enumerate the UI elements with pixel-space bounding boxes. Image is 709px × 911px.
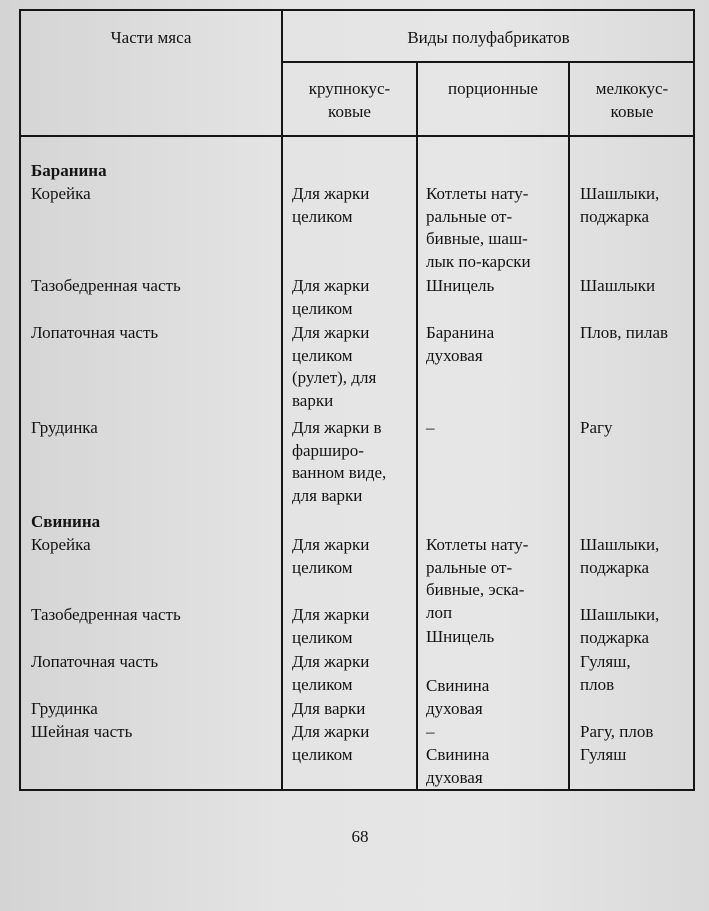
- row-part: Грудинка: [31, 699, 98, 718]
- table-border-top: [19, 9, 695, 11]
- row-part: Грудинка: [31, 418, 98, 437]
- subheader-small: мелкокус- ковые: [595, 79, 669, 121]
- row-large: Для жарки целиком: [292, 605, 370, 647]
- row-part: Тазобедренная часть: [31, 605, 181, 624]
- row-portion: –: [426, 418, 435, 437]
- row-small: Шашлыки: [580, 276, 656, 295]
- row-portion: –: [426, 722, 435, 741]
- subheader-portion: порционные: [448, 79, 538, 98]
- row-part: Лопаточная часть: [31, 652, 159, 671]
- row-portion: Шницель: [426, 276, 495, 295]
- section-title-pork: Свинина: [31, 512, 101, 531]
- row-part: Корейка: [31, 184, 91, 203]
- row-large: Для жарки целиком: [292, 184, 370, 226]
- column-divider-2: [416, 62, 418, 791]
- row-portion: Баранина духовая: [426, 323, 495, 365]
- header-bottom-rule: [19, 135, 695, 137]
- row-large: Для жарки целиком: [292, 276, 370, 318]
- row-portion: Котлеты нату- ральные от- бивные, шаш- лык по-карски: [426, 184, 531, 271]
- row-small: Рагу: [580, 418, 613, 437]
- row-part: Тазобедренная часть: [31, 276, 181, 295]
- row-portion: Котлеты нату- ральные от- бивные, эска- лоп: [426, 535, 529, 622]
- header-parts: Части мяса: [110, 28, 192, 47]
- row-large: Для жарки целиком (рулет), для варки: [292, 323, 377, 410]
- row-part: Лопаточная часть: [31, 323, 159, 342]
- row-large: Для жарки целиком: [292, 652, 370, 694]
- table-border-left: [19, 9, 21, 791]
- row-large: Для жарки целиком: [292, 722, 370, 764]
- row-portion: Шницель: [426, 627, 495, 646]
- page-number: 68: [351, 827, 369, 846]
- row-part: Шейная часть: [31, 722, 133, 741]
- section-title-lamb: Баранина: [31, 161, 107, 180]
- column-divider-3: [568, 62, 570, 791]
- row-large: Для варки: [292, 699, 366, 718]
- row-small: Гуляш, плов: [580, 652, 631, 694]
- row-large: Для жарки в фарширо- ванном виде, для варки: [292, 418, 387, 505]
- row-large: Для жарки целиком: [292, 535, 370, 577]
- row-small: Гуляш: [580, 745, 627, 764]
- column-divider-1: [281, 9, 283, 791]
- header-subdivider: [282, 61, 694, 63]
- row-small: Плов, пилав: [580, 323, 669, 342]
- row-small: Шашлыки, поджарка: [580, 605, 660, 647]
- row-portion: Свинина духовая: [426, 745, 490, 787]
- subheader-large: крупнокус- ковые: [308, 79, 391, 121]
- row-part: Корейка: [31, 535, 91, 554]
- row-small: Шашлыки, поджарка: [580, 184, 660, 226]
- row-small: Рагу, плов: [580, 722, 654, 741]
- table-border-right: [693, 9, 695, 791]
- table-border-bottom: [19, 789, 693, 791]
- header-types: Виды полуфабрикатов: [407, 28, 570, 47]
- row-small: Шашлыки, поджарка: [580, 535, 660, 577]
- row-portion: Свинина духовая: [426, 676, 490, 718]
